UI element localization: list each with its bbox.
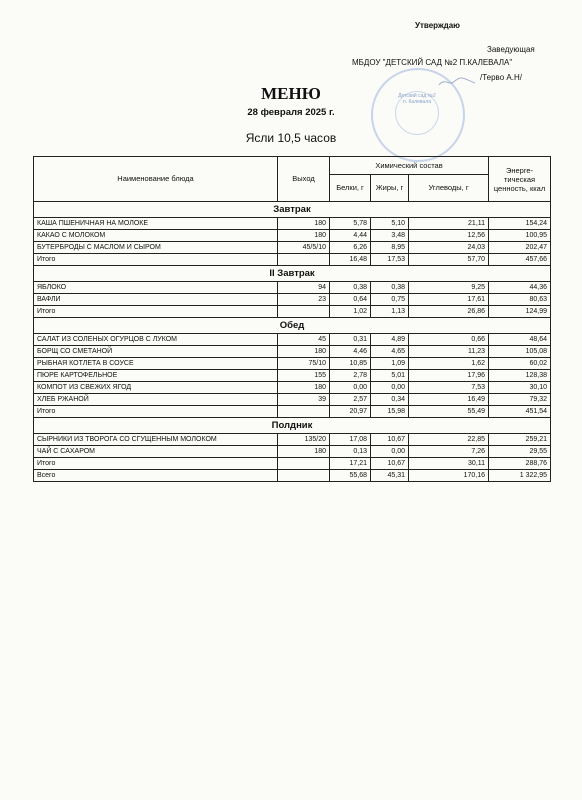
group-label: Ясли 10,5 часов bbox=[245, 131, 337, 145]
dish-fat: 4,65 bbox=[371, 346, 409, 358]
dish-carbs: 17,61 bbox=[409, 294, 489, 306]
menu-date: 28 февраля 2025 г. bbox=[247, 107, 335, 118]
total-fat: 17,53 bbox=[371, 254, 409, 266]
total-row bbox=[34, 458, 551, 470]
total-output bbox=[278, 458, 330, 470]
dish-fat: 5,10 bbox=[371, 218, 409, 230]
total-energy: 124,99 bbox=[489, 306, 551, 318]
total-carbs: 26,86 bbox=[409, 306, 489, 318]
total-energy: 288,76 bbox=[489, 458, 551, 470]
dish-output: 155 bbox=[278, 370, 330, 382]
dish-output: 180 bbox=[278, 446, 330, 458]
section-header-row bbox=[34, 318, 551, 334]
position-label: Заведующая bbox=[487, 45, 535, 54]
dish-energy: 100,95 bbox=[489, 230, 551, 242]
grand-total-fat: 45,31 bbox=[371, 470, 409, 482]
total-protein: 17,21 bbox=[330, 458, 371, 470]
dish-fat: 1,09 bbox=[371, 358, 409, 370]
org-label: МБДОУ "ДЕТСКИЙ САД №2 П.КАЛЕВАЛА" bbox=[352, 58, 513, 67]
dish-fat: 0,38 bbox=[371, 282, 409, 294]
dish-energy: 60,02 bbox=[489, 358, 551, 370]
total-output bbox=[278, 306, 330, 318]
dish-fat: 0,00 bbox=[371, 446, 409, 458]
dish-output: 180 bbox=[278, 382, 330, 394]
dish-output: 180 bbox=[278, 218, 330, 230]
dish-protein: 0,13 bbox=[330, 446, 371, 458]
dish-energy: 154,24 bbox=[489, 218, 551, 230]
dish-fat: 3,48 bbox=[371, 230, 409, 242]
signer-label: /Терво А.Н/ bbox=[480, 73, 522, 82]
total-protein: 16,48 bbox=[330, 254, 371, 266]
total-row bbox=[34, 406, 551, 418]
dish-protein: 4,46 bbox=[330, 346, 371, 358]
dish-name: КАКАО С МОЛОКОМ bbox=[34, 230, 278, 242]
dish-name: БОРЩ СО СМЕТАНОЙ bbox=[34, 346, 278, 358]
dish-protein: 17,08 bbox=[330, 434, 371, 446]
dish-protein: 10,85 bbox=[330, 358, 371, 370]
dish-name: САЛАТ ИЗ СОЛЕНЫХ ОГУРЦОВ С ЛУКОМ bbox=[34, 334, 278, 346]
dish-fat: 5,01 bbox=[371, 370, 409, 382]
dish-output: 39 bbox=[278, 394, 330, 406]
table-row bbox=[34, 334, 551, 346]
table-row bbox=[34, 382, 551, 394]
dish-name: РЫБНАЯ КОТЛЕТА В СОУСЕ bbox=[34, 358, 278, 370]
section-header-row bbox=[34, 266, 551, 282]
table-row bbox=[34, 218, 551, 230]
grand-total-row bbox=[34, 470, 551, 482]
dish-output: 45/5/10 bbox=[278, 242, 330, 254]
dish-protein: 2,78 bbox=[330, 370, 371, 382]
dish-energy: 259,21 bbox=[489, 434, 551, 446]
dish-protein: 0,64 bbox=[330, 294, 371, 306]
dish-protein: 0,31 bbox=[330, 334, 371, 346]
total-label: Итого bbox=[34, 406, 278, 418]
total-row bbox=[34, 254, 551, 266]
dish-energy: 48,64 bbox=[489, 334, 551, 346]
dish-carbs: 21,11 bbox=[409, 218, 489, 230]
dish-output: 45 bbox=[278, 334, 330, 346]
total-fat: 10,67 bbox=[371, 458, 409, 470]
dish-protein: 2,57 bbox=[330, 394, 371, 406]
col-fat-header: Жиры, г bbox=[371, 175, 409, 202]
total-fat: 1,13 bbox=[371, 306, 409, 318]
total-energy: 451,54 bbox=[489, 406, 551, 418]
table-row bbox=[34, 446, 551, 458]
col-energy-header: Энерге-тическая ценность, ккал bbox=[489, 157, 551, 202]
dish-fat: 0,75 bbox=[371, 294, 409, 306]
dish-carbs: 22,85 bbox=[409, 434, 489, 446]
dish-carbs: 11,23 bbox=[409, 346, 489, 358]
dish-carbs: 1,62 bbox=[409, 358, 489, 370]
dish-name: КОМПОТ ИЗ СВЕЖИХ ЯГОД bbox=[34, 382, 278, 394]
col-output-header: Выход bbox=[278, 157, 330, 202]
total-carbs: 57,70 bbox=[409, 254, 489, 266]
total-energy: 457,66 bbox=[489, 254, 551, 266]
table-row bbox=[34, 358, 551, 370]
dish-carbs: 7,26 bbox=[409, 446, 489, 458]
dish-energy: 105,08 bbox=[489, 346, 551, 358]
section-title: II Завтрак bbox=[34, 266, 551, 282]
dish-name: ВАФЛИ bbox=[34, 294, 278, 306]
table-row bbox=[34, 370, 551, 382]
grand-total-protein: 55,68 bbox=[330, 470, 371, 482]
dish-output: 75/10 bbox=[278, 358, 330, 370]
section-header-row bbox=[34, 418, 551, 434]
section-title: Полдник bbox=[34, 418, 551, 434]
table-row bbox=[34, 294, 551, 306]
dish-fat: 8,95 bbox=[371, 242, 409, 254]
section-title: Завтрак bbox=[34, 202, 551, 218]
dish-name: КАША ПШЕНИЧНАЯ НА МОЛОКЕ bbox=[34, 218, 278, 230]
dish-carbs: 12,56 bbox=[409, 230, 489, 242]
dish-protein: 4,44 bbox=[330, 230, 371, 242]
dish-energy: 30,10 bbox=[489, 382, 551, 394]
dish-energy: 128,38 bbox=[489, 370, 551, 382]
table-row bbox=[34, 230, 551, 242]
dish-carbs: 0,66 bbox=[409, 334, 489, 346]
dish-carbs: 17,96 bbox=[409, 370, 489, 382]
dish-output: 94 bbox=[278, 282, 330, 294]
section-header-row bbox=[34, 202, 551, 218]
dish-output: 180 bbox=[278, 230, 330, 242]
dish-protein: 6,26 bbox=[330, 242, 371, 254]
dish-protein: 5,78 bbox=[330, 218, 371, 230]
dish-fat: 0,00 bbox=[371, 382, 409, 394]
menu-body bbox=[34, 202, 551, 482]
table-row bbox=[34, 434, 551, 446]
total-protein: 20,97 bbox=[330, 406, 371, 418]
menu-table bbox=[33, 156, 551, 482]
col-carbs-header: Углеводы, г bbox=[409, 175, 489, 202]
page-title: МЕНЮ bbox=[261, 84, 321, 103]
total-label: Итого bbox=[34, 458, 278, 470]
grand-total-carbs: 170,16 bbox=[409, 470, 489, 482]
dish-energy: 202,47 bbox=[489, 242, 551, 254]
table-row bbox=[34, 346, 551, 358]
dish-protein: 0,00 bbox=[330, 382, 371, 394]
dish-name: ПЮРЕ КАРТОФЕЛЬНОЕ bbox=[34, 370, 278, 382]
table-row bbox=[34, 282, 551, 294]
dish-name: ХЛЕБ РЖАНОЙ bbox=[34, 394, 278, 406]
dish-fat: 4,89 bbox=[371, 334, 409, 346]
total-output bbox=[278, 406, 330, 418]
grand-total-energy: 1 322,95 bbox=[489, 470, 551, 482]
table-row bbox=[34, 394, 551, 406]
total-label: Итого bbox=[34, 306, 278, 318]
col-protein-header: Белки, г bbox=[330, 175, 371, 202]
grand-total-output bbox=[278, 470, 330, 482]
col-name-header: Наименование блюда bbox=[34, 157, 278, 202]
dish-name: СЫРНИКИ ИЗ ТВОРОГА СО СГУЩЕННЫМ МОЛОКОМ bbox=[34, 434, 278, 446]
dish-carbs: 16,49 bbox=[409, 394, 489, 406]
dish-output: 23 bbox=[278, 294, 330, 306]
col-chem-header: Химический состав bbox=[330, 157, 489, 175]
dish-fat: 0,34 bbox=[371, 394, 409, 406]
dish-name: ЧАЙ С САХАРОМ bbox=[34, 446, 278, 458]
dish-energy: 79,32 bbox=[489, 394, 551, 406]
dish-energy: 29,55 bbox=[489, 446, 551, 458]
dish-fat: 10,67 bbox=[371, 434, 409, 446]
dish-energy: 44,36 bbox=[489, 282, 551, 294]
total-fat: 15,98 bbox=[371, 406, 409, 418]
dish-protein: 0,38 bbox=[330, 282, 371, 294]
grand-total-label: Всего bbox=[34, 470, 278, 482]
total-output bbox=[278, 254, 330, 266]
dish-name: БУТЕРБРОДЫ С МАСЛОМ И СЫРОМ bbox=[34, 242, 278, 254]
dish-output: 135/20 bbox=[278, 434, 330, 446]
dish-carbs: 7,53 bbox=[409, 382, 489, 394]
dish-carbs: 9,25 bbox=[409, 282, 489, 294]
table-row bbox=[34, 242, 551, 254]
dish-name: ЯБЛОКО bbox=[34, 282, 278, 294]
total-carbs: 30,11 bbox=[409, 458, 489, 470]
total-row bbox=[34, 306, 551, 318]
approve-label: Утверждаю bbox=[415, 21, 460, 30]
total-protein: 1,02 bbox=[330, 306, 371, 318]
dish-carbs: 24,03 bbox=[409, 242, 489, 254]
total-carbs: 55,49 bbox=[409, 406, 489, 418]
stamp-text: Детский сад №2 п. Калевала bbox=[398, 93, 436, 105]
total-label: Итого bbox=[34, 254, 278, 266]
section-title: Обед bbox=[34, 318, 551, 334]
dish-energy: 80,63 bbox=[489, 294, 551, 306]
dish-output: 180 bbox=[278, 346, 330, 358]
